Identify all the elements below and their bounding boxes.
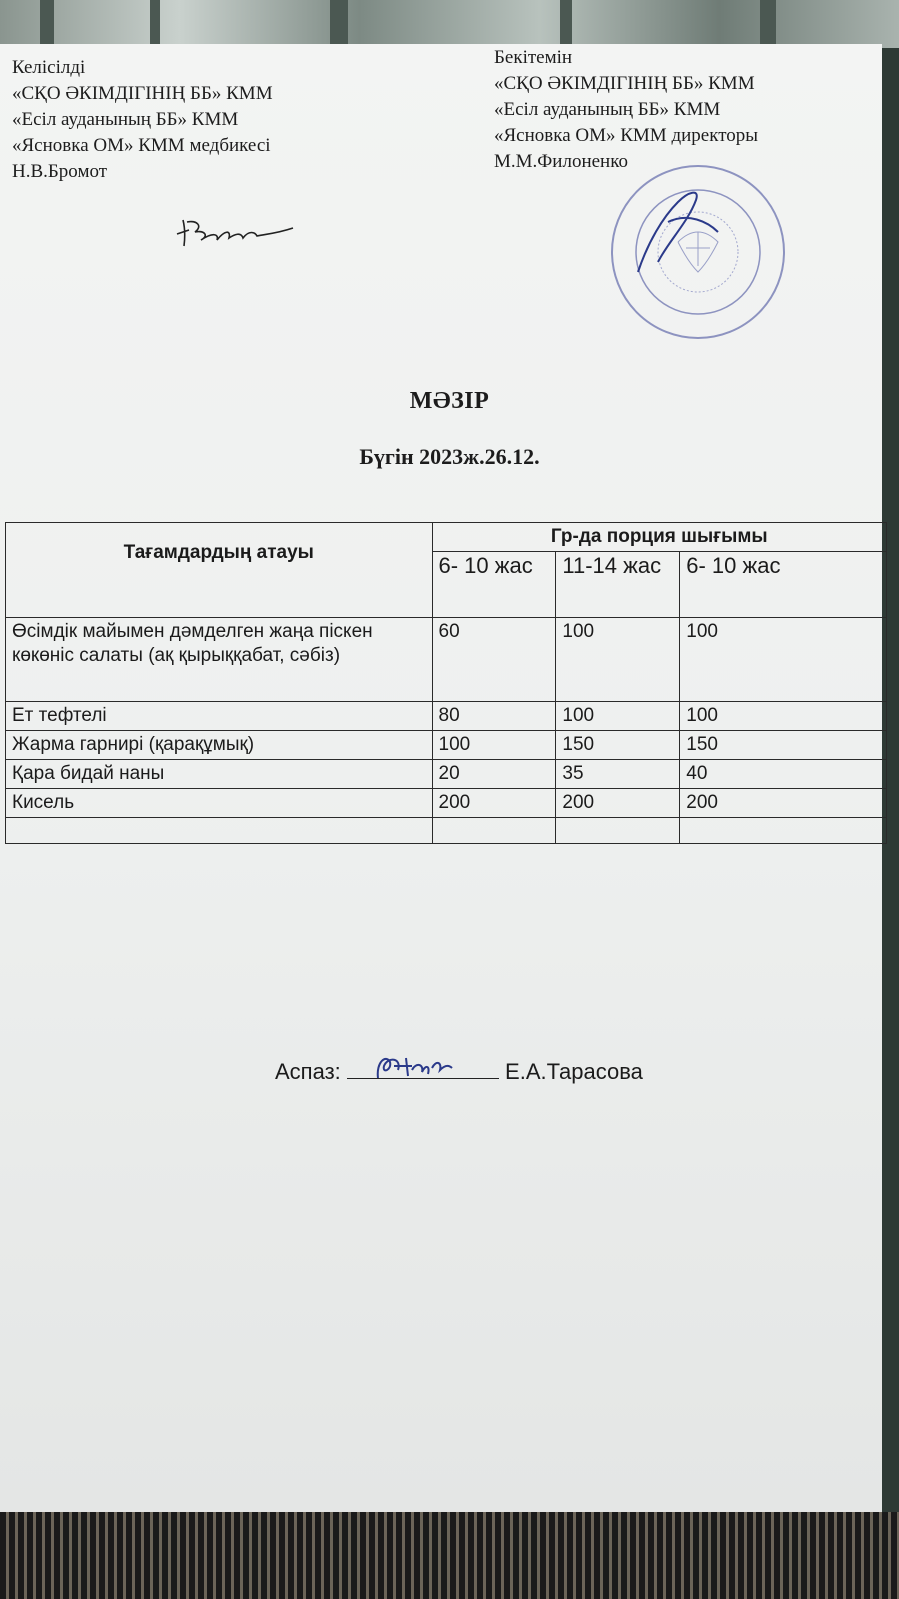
window-frame-bar [150, 0, 160, 48]
approval-left-line: Келісілді [12, 57, 86, 78]
dish-name: Қара бидай наны [6, 760, 433, 789]
portion-value: 20 [432, 760, 556, 789]
cook-signature [372, 1048, 472, 1084]
portion-value: 80 [432, 702, 556, 731]
age-group-header: 11-14 жас [556, 552, 680, 618]
portion-value [680, 818, 887, 844]
dish-name: Кисель [6, 789, 433, 818]
table-row [6, 760, 887, 789]
column-header-dish: Тағамдардың атауы [6, 523, 433, 618]
menu-table [5, 522, 887, 844]
approval-block-left [12, 55, 273, 185]
dish-name [6, 818, 433, 844]
dish-name: Өсімдік майымен дәмделген жаңа піскен көкөніс салаты (ақ қырыққабат, сәбіз) [6, 618, 433, 702]
portion-value: 40 [680, 760, 887, 789]
approval-left-line: «Ясновка ОМ» КММ медбикесі [12, 135, 271, 156]
portion-value: 200 [680, 789, 887, 818]
portion-value: 150 [556, 731, 680, 760]
age-group-header: 6- 10 жас [432, 552, 556, 618]
portion-value: 200 [432, 789, 556, 818]
background-radiator [0, 1512, 899, 1599]
signature-blank [347, 1058, 499, 1079]
portion-value: 35 [556, 760, 680, 789]
approval-left-signer: Н.В.Бромот [12, 161, 108, 182]
cook-signature-line [275, 1058, 643, 1085]
approval-right-signer: М.М.Филоненко [494, 151, 628, 172]
portion-value [556, 818, 680, 844]
approval-right-line: Бекітемін [494, 47, 573, 68]
approval-right-line: «Ясновка ОМ» КММ директоры [494, 125, 759, 146]
cook-name: Е.А.Тарасова [505, 1059, 643, 1084]
table-header-row [6, 523, 887, 552]
age-group-header: 6- 10 жас [680, 552, 887, 618]
window-frame-bar [560, 0, 572, 48]
nurse-signature [175, 212, 300, 252]
table-row [6, 731, 887, 760]
table-row-empty [6, 818, 887, 844]
cook-label: Аспаз: [275, 1059, 341, 1084]
background-window [0, 0, 899, 48]
approval-right-line: «СҚО ӘКІМДІГІНІҢ ББ» КММ [494, 73, 755, 94]
portion-value: 100 [556, 618, 680, 702]
approval-right-line: «Есіл ауданының ББ» КММ [494, 99, 721, 120]
official-stamp [608, 162, 788, 342]
portion-value: 100 [680, 702, 887, 731]
table-row [6, 618, 887, 702]
window-frame-bar [760, 0, 776, 48]
approval-block-right [494, 45, 758, 175]
portion-value: 100 [432, 731, 556, 760]
approval-left-line: «Есіл ауданының ББ» КММ [12, 109, 239, 130]
portion-value [432, 818, 556, 844]
dish-name: Ет тефтелі [6, 702, 433, 731]
menu-date: Бүгін 2023ж.26.12. [359, 444, 540, 469]
portion-value: 100 [680, 618, 887, 702]
table-row [6, 789, 887, 818]
table-row [6, 702, 887, 731]
page-title: МӘЗІР [409, 388, 490, 414]
window-frame-bar [40, 0, 54, 48]
column-header-yield: Гр-да порция шығымы [432, 523, 887, 552]
director-signature [638, 193, 718, 272]
dish-name: Жарма гарнирі (қарақұмық) [6, 731, 433, 760]
portion-value: 150 [680, 731, 887, 760]
approval-left-line: «СҚО ӘКІМДІГІНІҢ ББ» КММ [12, 83, 273, 104]
portion-value: 200 [556, 789, 680, 818]
portion-value: 60 [432, 618, 556, 702]
portion-value: 100 [556, 702, 680, 731]
window-frame-bar [330, 0, 348, 48]
